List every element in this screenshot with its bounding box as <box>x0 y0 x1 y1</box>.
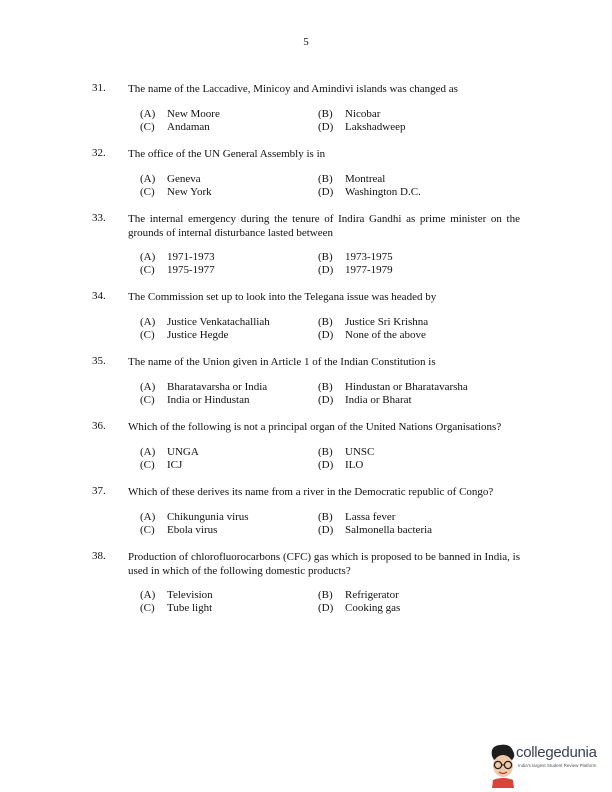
option-label: (B) <box>318 251 333 263</box>
option-label: (B) <box>318 316 333 328</box>
option-a <box>140 589 213 602</box>
question-number: 33. <box>92 212 106 224</box>
option-text: 1973-1975 <box>345 251 393 263</box>
question-text: Production of chlorofluorocarbons (CFC) gas which is proposed to be banned in India, is used in which of the following domestic products? <box>128 551 520 577</box>
option-label: (D) <box>318 602 334 614</box>
option-label: (C) <box>140 329 155 341</box>
collegedunia-logo <box>488 742 608 792</box>
option-text: Chikungunia virus <box>167 511 249 523</box>
option-text: Justice Venkatachalliah <box>167 316 270 328</box>
option-a <box>140 251 215 264</box>
option-label: (D) <box>318 264 334 276</box>
option-a <box>140 446 199 459</box>
option-label: (B) <box>318 381 333 393</box>
option-label: (A) <box>140 511 156 523</box>
option-label: (D) <box>318 121 334 133</box>
option-c <box>140 524 217 537</box>
question-text: Which of these derives its name from a river in the Democratic republic of Congo? <box>128 486 494 498</box>
question-text: The office of the UN General Assembly is in <box>128 148 326 160</box>
option-label: (B) <box>318 173 333 185</box>
option-c <box>140 329 228 342</box>
option-label: (A) <box>140 589 156 601</box>
option-d <box>318 602 400 615</box>
option-b <box>318 108 380 121</box>
option-label: (C) <box>140 121 155 133</box>
option-d <box>318 459 363 472</box>
option-c <box>140 459 182 472</box>
option-label: (D) <box>318 524 334 536</box>
question-number: 34. <box>92 290 106 302</box>
option-b <box>318 173 385 186</box>
option-b <box>318 251 393 264</box>
option-label: (D) <box>318 186 334 198</box>
option-text: Geneva <box>167 173 201 185</box>
option-label: (C) <box>140 264 155 276</box>
option-text: UNGA <box>167 446 199 458</box>
option-text: New Moore <box>167 108 220 120</box>
option-text: Tube light <box>167 602 213 614</box>
option-a <box>140 381 267 394</box>
option-text: ILO <box>345 459 364 471</box>
option-label: (C) <box>140 459 155 471</box>
option-text: Andaman <box>167 121 210 133</box>
option-label: (B) <box>318 108 333 120</box>
logo-wordmark: collegedunia <box>516 744 597 761</box>
option-label: (A) <box>140 108 156 120</box>
option-text: 1971-1973 <box>167 251 215 263</box>
question-text: Which of the following is not a principal organ of the United Nations Organisations? <box>128 421 502 433</box>
option-c <box>140 602 212 615</box>
question-text: The Commission set up to look into the Telegana issue was headed by <box>128 291 437 303</box>
option-text: Television <box>167 589 213 601</box>
option-text: Refrigerator <box>345 589 399 601</box>
question-number: 38. <box>92 550 106 562</box>
option-text: UNSC <box>345 446 375 458</box>
option-text: None of the above <box>345 329 426 341</box>
option-d <box>318 394 412 407</box>
option-b <box>318 446 374 459</box>
option-d <box>318 329 426 342</box>
question-text: The name of the Union given in Article 1 of the Indian Constitution is <box>128 356 436 368</box>
option-text: Justice Hegde <box>167 329 229 341</box>
mascot-icon <box>488 742 518 788</box>
option-text: Cooking gas <box>345 602 401 614</box>
option-a <box>140 511 249 524</box>
option-text: ICJ <box>167 459 183 471</box>
option-label: (D) <box>318 394 334 406</box>
option-label: (D) <box>318 329 334 341</box>
option-label: (C) <box>140 524 155 536</box>
option-label: (A) <box>140 251 156 263</box>
option-label: (A) <box>140 446 156 458</box>
option-c <box>140 121 210 134</box>
option-text: Lakshadweep <box>345 121 406 133</box>
question-number: 37. <box>92 485 106 497</box>
option-d <box>318 524 432 537</box>
option-label: (B) <box>318 446 333 458</box>
question-number: 32. <box>92 147 106 159</box>
option-d <box>318 121 405 134</box>
question-number: 31. <box>92 82 106 94</box>
question-text: The internal emergency during the tenure of Indira Gandhi as prime minister on the grounds of internal disturbance lasted between <box>128 213 520 239</box>
option-c <box>140 264 215 277</box>
option-d <box>318 186 421 199</box>
option-text: Justice Sri Krishna <box>345 316 429 328</box>
option-text: Hindustan or Bharatavarsha <box>345 381 468 393</box>
question-number: 36. <box>92 420 106 432</box>
option-label: (B) <box>318 589 333 601</box>
option-label: (B) <box>318 511 333 523</box>
option-a <box>140 108 220 121</box>
page-number: 5 <box>303 36 309 48</box>
option-text: 1977-1979 <box>345 264 393 276</box>
option-label: (D) <box>318 459 334 471</box>
option-text: India or Bharat <box>345 394 412 406</box>
option-text: Lassa fever <box>345 511 396 523</box>
option-label: (A) <box>140 173 156 185</box>
option-text: Washington D.C. <box>345 186 421 198</box>
logo-tagline: India's largest Student Review Platform <box>518 763 597 768</box>
option-text: New York <box>167 186 212 198</box>
option-c <box>140 394 249 407</box>
option-a <box>140 316 270 329</box>
option-b <box>318 511 395 524</box>
option-b <box>318 316 428 329</box>
option-text: Montreal <box>345 173 386 185</box>
option-text: Nicobar <box>345 108 381 120</box>
option-text: Bharatavarsha or India <box>167 381 268 393</box>
option-label: (A) <box>140 381 156 393</box>
option-label: (C) <box>140 394 155 406</box>
option-label: (A) <box>140 316 156 328</box>
option-c <box>140 186 212 199</box>
option-text: Ebola virus <box>167 524 218 536</box>
question-text: The name of the Laccadive, Minicoy and Amindivi islands was changed as <box>128 83 458 95</box>
option-label: (C) <box>140 602 155 614</box>
option-label: (C) <box>140 186 155 198</box>
question-number: 35. <box>92 355 106 367</box>
option-text: India or Hindustan <box>167 394 250 406</box>
option-a <box>140 173 201 186</box>
option-b <box>318 589 399 602</box>
option-text: 1975-1977 <box>167 264 215 276</box>
option-text: Salmonella bacteria <box>345 524 433 536</box>
option-d <box>318 264 393 277</box>
option-b <box>318 381 468 394</box>
